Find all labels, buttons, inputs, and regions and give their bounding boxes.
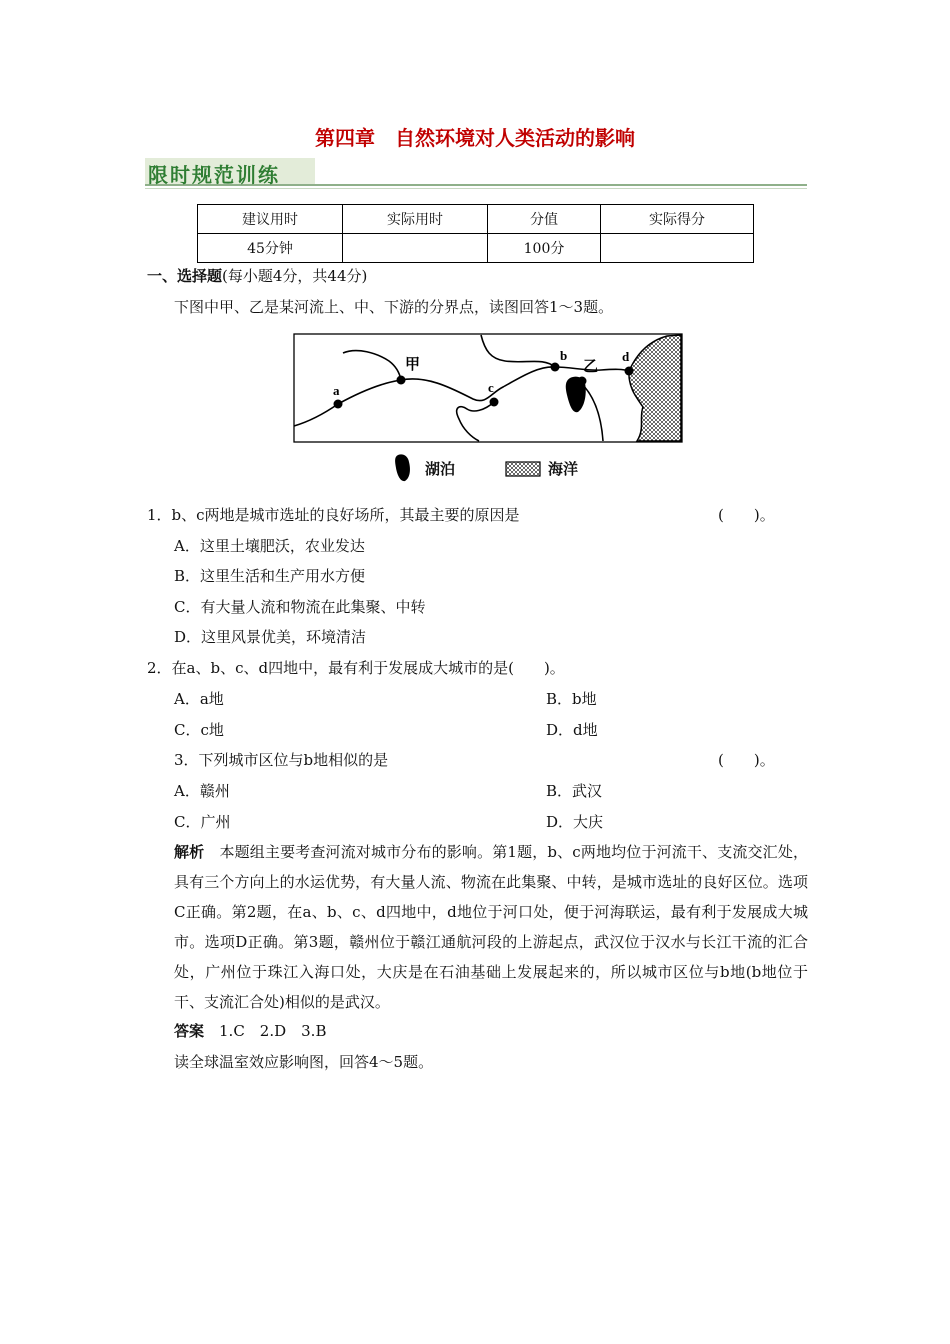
river-map (293, 333, 684, 445)
label-yi: 乙 (583, 357, 599, 375)
question-1-option-a: A．这里土壤肥沃，农业发达 (174, 537, 365, 555)
analysis-paragraph (174, 837, 808, 1017)
answer-line (174, 1020, 326, 1041)
point-c (490, 398, 499, 407)
analysis-label: 解析 (174, 843, 205, 861)
question-2-option-d: D．d地 (546, 721, 598, 739)
label-d: d (622, 349, 630, 364)
question-1-bracket: ( )。 (718, 506, 775, 524)
point-yi (578, 377, 587, 386)
ocean-legend-icon (505, 461, 541, 477)
question-3-option-b: B．武汉 (546, 782, 603, 800)
score-table (197, 204, 754, 263)
table-header-cell: 建议用时 (198, 205, 343, 234)
question-3-option-c: C．广州 (174, 813, 231, 831)
lake-legend-icon (393, 452, 413, 484)
table-header-cell: 分值 (488, 205, 601, 234)
point-d (625, 367, 634, 376)
question-2-stem: 2．在a、b、c、d四地中，最有利于发展成大城市的是( )。 (147, 659, 565, 677)
question-2-option-b: B．b地 (546, 690, 597, 708)
question-3-stem: 3．下列城市区位与b地相似的是 (174, 751, 389, 769)
section-heading (147, 265, 367, 286)
banner-title: 限时规范训练 (148, 163, 280, 187)
intro-text-1: 下图中甲、乙是某河流上、中、下游的分界点，读图回答1～3题。 (174, 298, 614, 316)
question-2-option-c: C．c地 (174, 721, 224, 739)
table-row (198, 234, 754, 263)
point-b (551, 363, 560, 372)
question-3-option-a: A．赣州 (174, 782, 230, 800)
question-3-bracket: ( )。 (718, 751, 775, 769)
question-1-option-b: B．这里生活和生产用水方便 (174, 567, 366, 585)
answer-text: 1.C 2.D 3.B (219, 1022, 327, 1040)
section-note: (每小题4分，共44分) (222, 267, 368, 285)
question-1-option-d: D．这里风景优美，环境清洁 (174, 628, 367, 646)
intro-text-2: 读全球温室效应影响图，回答4～5题。 (174, 1053, 434, 1071)
label-jia: 甲 (405, 355, 421, 373)
answer-label: 答案 (174, 1022, 205, 1040)
label-c: c (488, 380, 494, 395)
table-cell: 100分 (488, 234, 601, 263)
table-header-cell: 实际用时 (343, 205, 488, 234)
table-header-cell: 实际得分 (601, 205, 754, 234)
legend-lake-label: 湖泊 (425, 460, 456, 478)
question-1-stem: 1．b、c两地是城市选址的良好场所，其最主要的原因是 (147, 506, 520, 524)
label-a: a (333, 383, 340, 398)
table-cell (601, 234, 754, 263)
table-cell (343, 234, 488, 263)
label-b: b (560, 348, 568, 363)
section-label: 一、选择题 (147, 267, 223, 285)
table-cell: 45分钟 (198, 234, 343, 263)
point-a (334, 400, 343, 409)
table-row (198, 205, 754, 234)
chapter-title: 第四章 自然环境对人类活动的影响 (315, 126, 635, 150)
point-jia (397, 376, 406, 385)
legend-ocean-label: 海洋 (548, 460, 579, 478)
analysis-text: 本题组主要考查河流对城市分布的影响。第1题，b、c两地均位于河流干、支流交汇处，具有三个方向上的水运优势，有大量人流、物流在此集聚、中转，是城市选址的良好区位。选项C正确。第2题，在a、b、c、d四地中，d地位于河口处，便于河海联运，最有利于发展成大城市。选项D正确。第3题，赣州位于赣江通航河段的上游起点，武汉位于汉水与长江干流的汇合处，广州位于珠江入海口处，大庆是在石油基础上发展起来的，所以城市区位与b地(b地位于干、支流汇合处)相似的是武汉。 (174, 843, 808, 1011)
question-1-option-c: C．有大量人流和物流在此集聚、中转 (174, 598, 426, 616)
question-2-option-a: A．a地 (174, 690, 224, 708)
question-3-option-d: D．大庆 (546, 813, 604, 831)
